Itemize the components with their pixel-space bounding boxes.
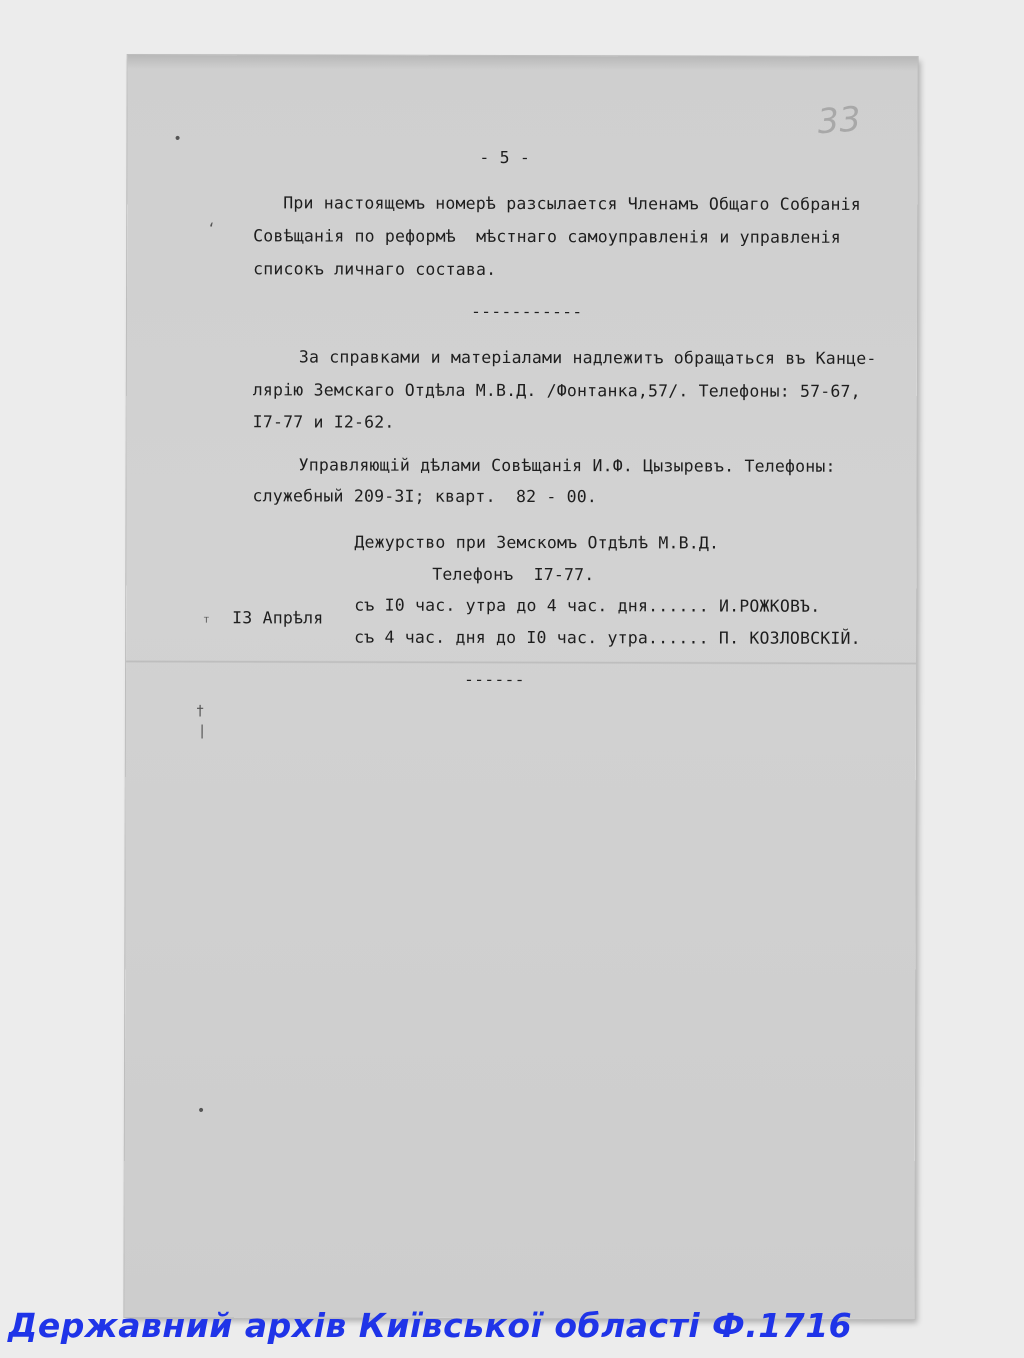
paragraph-line: служебный 209-3I; кварт. 82 - 00. bbox=[252, 486, 598, 507]
duty-heading: Дежурство при Земскомъ Отдѣлѣ М.В.Д. bbox=[354, 532, 720, 553]
paragraph-line: Совѣщанія по реформѣ мѣстнаго самоуправленія и управленія bbox=[253, 226, 841, 247]
binding-hole-mark: • bbox=[196, 1103, 206, 1120]
paragraph-line: I7-77 и I2-62. bbox=[252, 412, 395, 432]
duty-phone: Телефонъ I7-77. bbox=[432, 564, 595, 585]
duty-date: I3 Апрѣля bbox=[232, 608, 324, 628]
binding-hole-mark: ᵀ bbox=[202, 615, 211, 632]
paragraph-line: При настоящемъ номерѣ разсылается Членамъ Общаго Собранія bbox=[283, 193, 861, 214]
paragraph-line: Управляющій дѣлами Совѣщанія И.Ф. Цызыревъ. Телефоны: bbox=[298, 455, 836, 476]
binding-hole-mark: | bbox=[197, 723, 207, 740]
duty-shift: съ I0 час. утра до 4 час. дня...... И.РОЖКОВЪ. bbox=[354, 595, 821, 616]
binding-hole-mark: † bbox=[195, 703, 205, 720]
duty-shift: съ 4 час. дня до I0 час. утра...... П. КОЗЛОВСКІЙ. bbox=[354, 627, 861, 648]
paragraph-line: списокъ личнаго состава. bbox=[253, 259, 497, 279]
page-number: - 5 - bbox=[479, 147, 531, 168]
binding-hole-mark: • bbox=[173, 131, 182, 148]
paragraph-line: За справками и матеріалами надлежитъ обращаться въ Канце- bbox=[298, 347, 877, 368]
paragraph-line: лярію Земскаго Отдѣла М.В.Д. /Фонтанка,57/. Телефоны: 57-67, bbox=[252, 380, 861, 401]
separator: ------ bbox=[463, 669, 525, 690]
folio-number: 33 bbox=[816, 99, 863, 143]
archive-caption: Державний архів Київської області Ф.1716 bbox=[8, 1306, 853, 1345]
separator: ----------- bbox=[470, 301, 583, 322]
page-edge-shadow bbox=[128, 55, 918, 71]
fold-line bbox=[126, 660, 916, 665]
binding-hole-mark: ʻ bbox=[207, 221, 216, 238]
document-page bbox=[124, 55, 917, 1319]
